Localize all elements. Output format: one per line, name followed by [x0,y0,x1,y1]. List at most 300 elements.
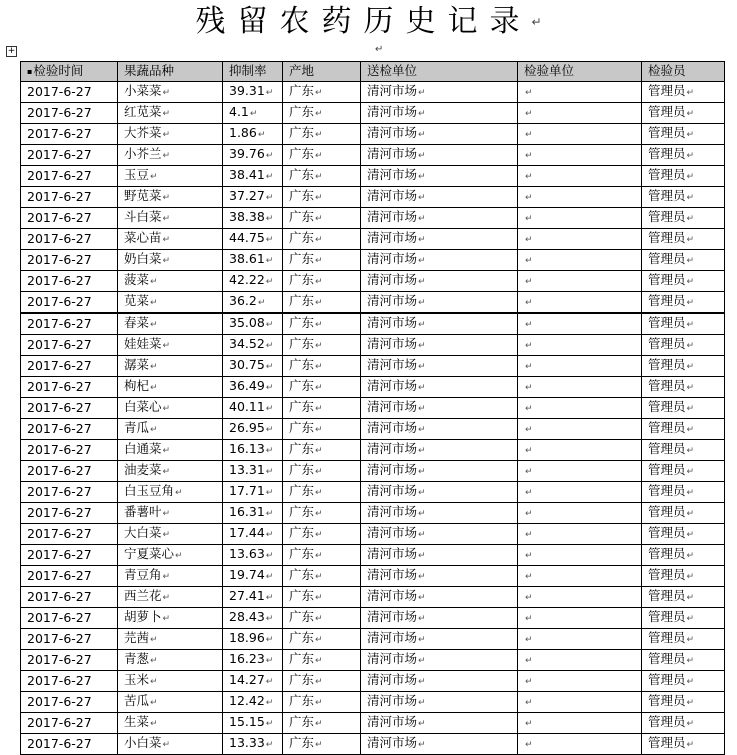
date-cell[interactable] [21,586,118,607]
testing-unit-cell[interactable] [518,418,642,439]
inspector-cell[interactable] [642,565,725,586]
origin-cell[interactable] [283,481,361,502]
inspector-cell[interactable] [642,460,725,481]
testing-unit-cell[interactable] [518,397,642,418]
submitting-unit-cell[interactable] [361,355,518,376]
origin-cell[interactable] [283,81,361,102]
origin-cell[interactable] [283,586,361,607]
paragraph-mark-icon: ↵ [525,319,533,330]
vegetable-cell[interactable] [118,481,223,502]
inhibition-rate-cell[interactable] [223,291,283,313]
paragraph-mark-icon: ↵ [686,234,695,245]
table-row [21,228,725,249]
submitting-unit-cell[interactable] [361,544,518,565]
header-cell[interactable]: 检验单位 [518,62,642,82]
paragraph-mark-icon: ↵ [162,150,171,161]
submitting-unit-cell-text: 清河市场 [367,124,418,140]
table-row [21,355,725,376]
vegetable-cell[interactable] [118,186,223,207]
inhibition-rate-cell-text: 17.44 [229,524,265,540]
date-cell[interactable] [21,523,118,544]
inhibition-rate-cell[interactable] [223,81,283,102]
submitting-unit-cell[interactable] [361,418,518,439]
origin-cell[interactable] [283,712,361,733]
submitting-unit-cell[interactable] [361,270,518,291]
date-cell-text: 2017-6-27 [27,125,92,141]
date-cell[interactable] [21,607,118,628]
vegetable-cell[interactable] [118,249,223,270]
submitting-unit-cell[interactable] [361,313,518,335]
inspector-cell[interactable] [642,523,725,544]
paragraph-mark-icon: ↵ [686,297,695,308]
inhibition-rate-cell[interactable] [223,207,283,228]
date-cell[interactable] [21,733,118,754]
date-cell[interactable] [21,144,118,165]
inspector-cell[interactable] [642,376,725,397]
origin-cell-text: 广东 [289,314,315,330]
date-cell[interactable] [21,334,118,355]
inspector-cell[interactable] [642,607,725,628]
paragraph-mark-icon: ↵ [686,466,695,477]
date-cell[interactable] [21,313,118,335]
paragraph-mark-icon: ↵ [265,697,274,708]
testing-unit-cell[interactable] [518,733,642,754]
date-cell[interactable] [21,228,118,249]
submitting-unit-cell-text: 清河市场 [367,335,418,351]
origin-cell[interactable] [283,270,361,291]
origin-cell[interactable] [283,165,361,186]
inspector-cell[interactable] [642,712,725,733]
submitting-unit-cell-text: 清河市场 [367,292,418,308]
vegetable-cell[interactable] [118,523,223,544]
date-cell[interactable] [21,628,118,649]
vegetable-cell[interactable] [118,165,223,186]
date-cell[interactable] [21,565,118,586]
testing-unit-cell[interactable] [518,207,642,228]
inhibition-rate-cell[interactable] [223,165,283,186]
vegetable-cell[interactable] [118,586,223,607]
origin-cell[interactable] [283,313,361,335]
origin-cell[interactable] [283,691,361,712]
date-cell[interactable] [21,439,118,460]
testing-unit-cell[interactable] [518,607,642,628]
date-cell[interactable] [21,355,118,376]
inhibition-rate-cell[interactable] [223,123,283,144]
header-cell[interactable]: 果蔬品种 [118,62,223,82]
inhibition-rate-cell[interactable] [223,565,283,586]
paragraph-mark-icon: ↵ [315,87,323,98]
origin-cell-text: 广东 [289,229,315,245]
header-cell[interactable]: 送检单位 [361,62,518,82]
submitting-unit-cell[interactable] [361,691,518,712]
inspector-cell[interactable] [642,628,725,649]
submitting-unit-cell-text: 清河市场 [367,208,418,224]
submitting-unit-cell[interactable] [361,165,518,186]
paragraph-mark-icon: ↵ [686,487,695,498]
vegetable-cell[interactable] [118,733,223,754]
table-row [21,418,725,439]
paragraph-mark-icon: ↵ [150,718,158,729]
inhibition-rate-cell-text: 27.41 [229,587,265,603]
paragraph-mark-icon: ↵ [265,445,274,456]
inhibition-rate-cell[interactable] [223,249,283,270]
vegetable-cell[interactable] [118,691,223,712]
testing-unit-cell[interactable] [518,481,642,502]
date-cell[interactable] [21,691,118,712]
paragraph-mark-icon: ↵ [531,15,542,29]
submitting-unit-cell[interactable] [361,502,518,523]
testing-unit-cell[interactable] [518,376,642,397]
inhibition-rate-cell[interactable] [223,460,283,481]
header-cell[interactable]: 检验员 [642,62,725,82]
submitting-unit-cell[interactable] [361,397,518,418]
inhibition-rate-cell[interactable] [223,670,283,691]
inhibition-rate-cell[interactable] [223,376,283,397]
submitting-unit-cell[interactable] [361,81,518,102]
inspector-cell[interactable] [642,691,725,712]
paragraph-mark-icon: ↵ [418,192,426,203]
inspector-cell[interactable] [642,334,725,355]
testing-unit-cell[interactable] [518,102,642,123]
origin-cell[interactable] [283,607,361,628]
vegetable-cell[interactable] [118,502,223,523]
origin-cell-text: 广东 [289,545,315,561]
vegetable-cell[interactable] [118,291,223,313]
date-cell[interactable] [21,670,118,691]
vegetable-cell[interactable] [118,81,223,102]
paragraph-mark-icon: ↵ [525,508,533,519]
paragraph-mark-icon: ↵ [162,466,171,477]
vegetable-cell[interactable] [118,376,223,397]
paragraph-mark-icon: ↵ [315,297,323,308]
vegetable-cell[interactable] [118,228,223,249]
submitting-unit-cell[interactable] [361,334,518,355]
date-cell[interactable] [21,397,118,418]
date-cell[interactable] [21,460,118,481]
inhibition-rate-cell[interactable] [223,270,283,291]
date-cell-text: 2017-6-27 [27,399,92,415]
testing-unit-cell[interactable] [518,291,642,313]
vegetable-cell[interactable] [118,313,223,335]
paragraph-mark-icon: ↵ [525,697,533,708]
date-cell[interactable] [21,186,118,207]
testing-unit-cell[interactable] [518,249,642,270]
header-cell[interactable]: 抑制率 [223,62,283,82]
vegetable-cell-text: 胡萝卜 [124,608,162,624]
testing-unit-cell[interactable] [518,81,642,102]
inspector-cell[interactable] [642,502,725,523]
inhibition-rate-cell[interactable] [223,102,283,123]
origin-cell[interactable] [283,249,361,270]
paragraph-mark-icon: ↵ [525,613,533,624]
inspector-cell-text: 管理员 [648,377,686,393]
paragraph-mark-icon: ↵ [686,655,695,666]
date-cell[interactable] [21,502,118,523]
paragraph-mark-icon: ↵ [418,613,426,624]
submitting-unit-cell[interactable] [361,481,518,502]
testing-unit-cell[interactable] [518,186,642,207]
origin-cell[interactable] [283,355,361,376]
paragraph-mark-icon: ↵ [418,213,426,224]
origin-cell[interactable] [283,544,361,565]
vegetable-cell[interactable] [118,628,223,649]
submitting-unit-cell[interactable] [361,376,518,397]
inhibition-rate-cell[interactable] [223,502,283,523]
origin-cell[interactable] [283,144,361,165]
testing-unit-cell[interactable] [518,628,642,649]
inhibition-rate-cell[interactable] [223,313,283,335]
vegetable-cell[interactable] [118,418,223,439]
table-row [21,439,725,460]
vegetable-cell[interactable] [118,460,223,481]
origin-cell[interactable] [283,670,361,691]
submitting-unit-cell[interactable] [361,565,518,586]
inhibition-rate-cell[interactable] [223,733,283,754]
origin-cell[interactable] [283,523,361,544]
date-cell[interactable] [21,291,118,313]
submitting-unit-cell[interactable] [361,123,518,144]
origin-cell[interactable] [283,460,361,481]
origin-cell[interactable] [283,397,361,418]
inhibition-rate-cell[interactable] [223,649,283,670]
inspector-cell[interactable] [642,207,725,228]
date-cell[interactable] [21,165,118,186]
submitting-unit-cell[interactable] [361,586,518,607]
testing-unit-cell[interactable] [518,712,642,733]
vegetable-cell-text: 生菜 [124,713,150,729]
origin-cell[interactable] [283,628,361,649]
vegetable-cell[interactable] [118,207,223,228]
submitting-unit-cell[interactable] [361,460,518,481]
testing-unit-cell[interactable] [518,334,642,355]
testing-unit-cell[interactable] [518,523,642,544]
vegetable-cell[interactable] [118,439,223,460]
inspector-cell[interactable] [642,649,725,670]
pesticide-record-table [20,61,725,755]
table-move-handle-icon[interactable]: + [7,46,16,56]
testing-unit-cell[interactable] [518,502,642,523]
inhibition-rate-cell[interactable] [223,418,283,439]
inhibition-rate-cell[interactable] [223,228,283,249]
vegetable-cell[interactable] [118,397,223,418]
inspector-cell[interactable] [642,544,725,565]
testing-unit-cell[interactable] [518,691,642,712]
inhibition-rate-cell[interactable] [223,586,283,607]
inhibition-rate-cell[interactable] [223,607,283,628]
submitting-unit-cell[interactable] [361,249,518,270]
submitting-unit-cell[interactable] [361,186,518,207]
date-cell[interactable] [21,418,118,439]
testing-unit-cell[interactable] [518,313,642,335]
testing-unit-cell[interactable] [518,270,642,291]
origin-cell[interactable] [283,207,361,228]
vegetable-cell-text: 春菜 [124,314,150,330]
testing-unit-cell[interactable] [518,586,642,607]
vegetable-cell[interactable] [118,355,223,376]
inspector-cell-text: 管理员 [648,734,686,750]
testing-unit-cell[interactable] [518,123,642,144]
date-cell[interactable] [21,270,118,291]
date-cell[interactable] [21,544,118,565]
inhibition-rate-cell-text: 42.22 [229,271,265,287]
paragraph-mark-icon: ↵ [162,403,171,414]
paragraph-mark-icon: ↵ [315,192,323,203]
inspector-cell-text: 管理员 [648,187,686,203]
inspector-cell[interactable] [642,228,725,249]
submitting-unit-cell[interactable] [361,439,518,460]
vegetable-cell[interactable] [118,670,223,691]
inhibition-rate-cell[interactable] [223,144,283,165]
paragraph-mark-icon: ↵ [525,634,533,645]
origin-cell[interactable] [283,733,361,754]
inspector-cell[interactable] [642,355,725,376]
inhibition-rate-cell[interactable] [223,397,283,418]
testing-unit-cell[interactable] [518,460,642,481]
inspector-cell-text: 管理员 [648,482,686,498]
date-cell[interactable] [21,649,118,670]
paragraph-mark-icon: ↵ [315,592,323,603]
inspector-cell[interactable] [642,144,725,165]
submitting-unit-cell[interactable] [361,144,518,165]
inspector-cell[interactable] [642,418,725,439]
vegetable-cell[interactable] [118,649,223,670]
inspector-cell[interactable] [642,81,725,102]
submitting-unit-cell[interactable] [361,628,518,649]
vegetable-cell[interactable] [118,270,223,291]
vegetable-cell-text: 白玉豆角 [124,482,175,498]
origin-cell[interactable] [283,418,361,439]
inspector-cell[interactable] [642,439,725,460]
date-cell[interactable] [21,102,118,123]
submitting-unit-cell[interactable] [361,207,518,228]
inhibition-rate-cell-text: 13.31 [229,461,265,477]
vegetable-cell[interactable] [118,144,223,165]
inhibition-rate-cell[interactable] [223,712,283,733]
origin-cell[interactable] [283,334,361,355]
vegetable-cell[interactable] [118,334,223,355]
date-cell[interactable] [21,481,118,502]
date-cell[interactable] [21,712,118,733]
origin-cell[interactable] [283,291,361,313]
submitting-unit-cell[interactable] [361,712,518,733]
date-cell[interactable] [21,123,118,144]
inspector-cell[interactable] [642,670,725,691]
inhibition-rate-cell[interactable] [223,523,283,544]
inhibition-rate-cell[interactable] [223,186,283,207]
inspector-cell[interactable] [642,249,725,270]
origin-cell[interactable] [283,649,361,670]
date-cell[interactable] [21,81,118,102]
inspector-cell[interactable] [642,397,725,418]
paragraph-mark-icon: ↵ [686,382,695,393]
testing-unit-cell[interactable] [518,649,642,670]
submitting-unit-cell[interactable] [361,523,518,544]
submitting-unit-cell[interactable] [361,607,518,628]
origin-cell[interactable] [283,565,361,586]
vegetable-cell[interactable] [118,607,223,628]
vegetable-cell[interactable] [118,544,223,565]
vegetable-cell[interactable] [118,712,223,733]
inhibition-rate-cell-text: 28.43 [229,608,265,624]
inhibition-rate-cell[interactable] [223,691,283,712]
inspector-cell[interactable] [642,481,725,502]
paragraph-mark-icon: ↵ [315,129,323,140]
inspector-cell[interactable] [642,165,725,186]
submitting-unit-cell[interactable] [361,733,518,754]
date-cell[interactable] [21,376,118,397]
origin-cell[interactable] [283,186,361,207]
paragraph-mark-icon: ↵ [525,466,533,477]
header-cell[interactable]: ▪检验时间 [21,62,118,82]
submitting-unit-cell[interactable] [361,291,518,313]
origin-cell[interactable] [283,439,361,460]
paragraph-mark-icon: ↵ [265,592,274,603]
paragraph-mark-icon: ↵ [265,718,274,729]
origin-cell[interactable] [283,376,361,397]
testing-unit-cell[interactable] [518,228,642,249]
paragraph-mark-icon: ↵ [265,655,274,666]
inspector-cell[interactable] [642,586,725,607]
paragraph-mark-icon: ↵ [315,676,323,687]
submitting-unit-cell[interactable] [361,228,518,249]
inspector-cell[interactable] [642,102,725,123]
testing-unit-cell[interactable] [518,670,642,691]
table-row [21,481,725,502]
testing-unit-cell[interactable] [518,565,642,586]
submitting-unit-cell-text: 清河市场 [367,545,418,561]
inspector-cell[interactable] [642,270,725,291]
paragraph-mark-icon: ↵ [150,171,158,182]
testing-unit-cell[interactable] [518,544,642,565]
testing-unit-cell[interactable] [518,439,642,460]
vegetable-cell-text: 小芥兰 [124,145,162,161]
inspector-cell[interactable] [642,186,725,207]
paragraph-mark-icon: ↵ [686,361,695,372]
origin-cell[interactable] [283,123,361,144]
testing-unit-cell[interactable] [518,355,642,376]
header-cell[interactable]: 产地 [283,62,361,82]
origin-cell[interactable] [283,502,361,523]
inhibition-rate-cell[interactable] [223,334,283,355]
origin-cell[interactable] [283,102,361,123]
testing-unit-cell[interactable] [518,165,642,186]
inhibition-rate-cell-text: 4.1 [229,103,249,119]
inhibition-rate-cell[interactable] [223,481,283,502]
submitting-unit-cell[interactable] [361,102,518,123]
date-cell[interactable] [21,249,118,270]
inspector-cell[interactable] [642,733,725,754]
vegetable-cell[interactable] [118,102,223,123]
submitting-unit-cell[interactable] [361,649,518,670]
inspector-cell[interactable] [642,291,725,313]
inhibition-rate-cell[interactable] [223,355,283,376]
origin-cell[interactable] [283,228,361,249]
inhibition-rate-cell[interactable] [223,628,283,649]
submitting-unit-cell-text: 清河市场 [367,271,418,287]
date-cell[interactable] [21,207,118,228]
inhibition-rate-cell[interactable] [223,439,283,460]
origin-cell-text: 广东 [289,650,315,666]
paragraph-mark-icon: ↵ [162,192,171,203]
vegetable-cell[interactable] [118,565,223,586]
submitting-unit-cell[interactable] [361,670,518,691]
inhibition-rate-cell[interactable] [223,544,283,565]
date-cell-text: 2017-6-27 [27,462,92,478]
inspector-cell[interactable] [642,313,725,335]
testing-unit-cell[interactable] [518,144,642,165]
vegetable-cell[interactable] [118,123,223,144]
inspector-cell[interactable] [642,123,725,144]
